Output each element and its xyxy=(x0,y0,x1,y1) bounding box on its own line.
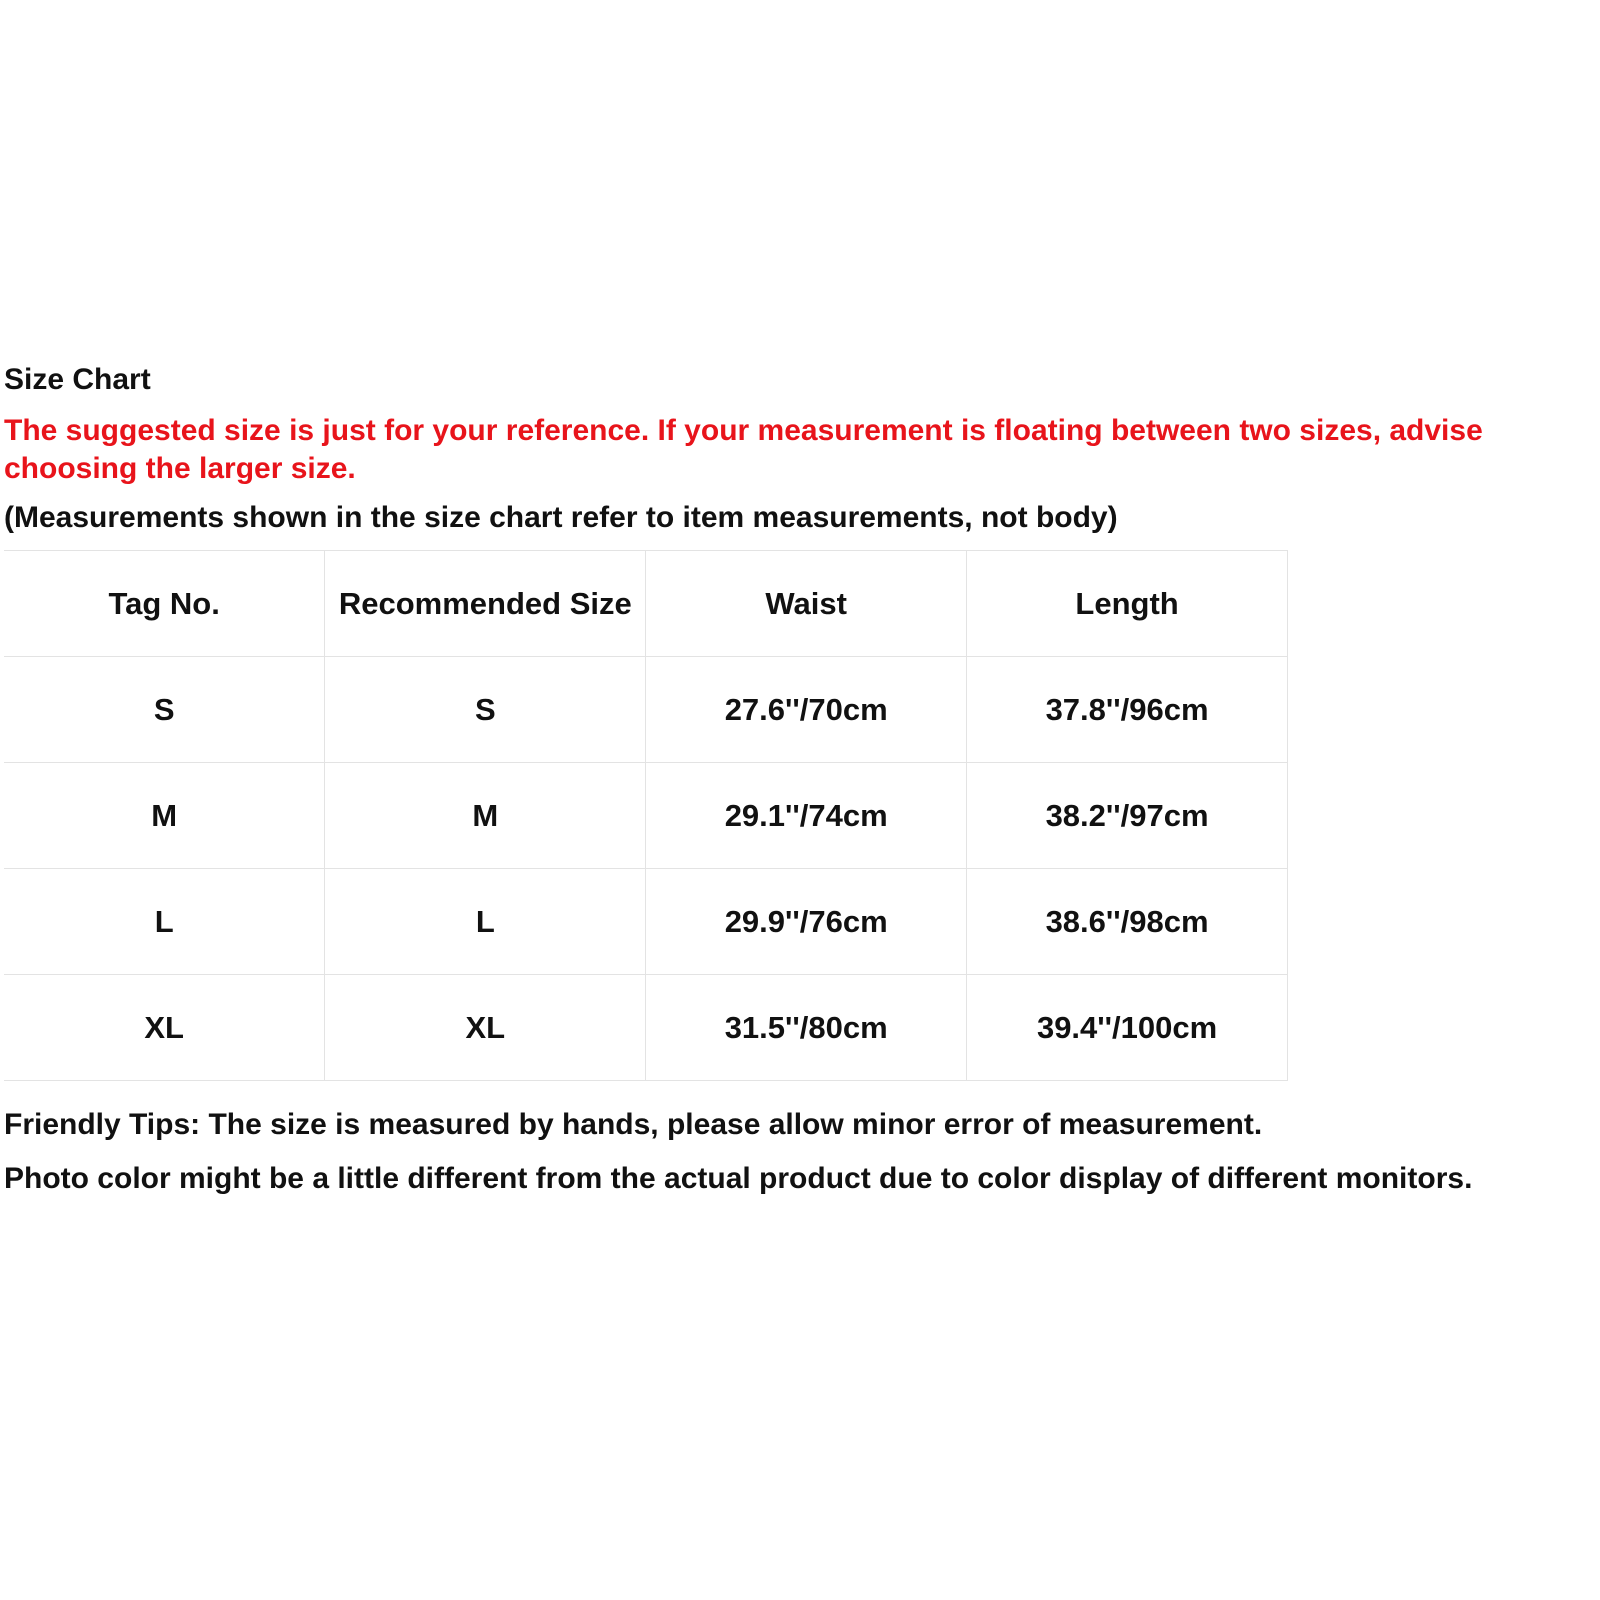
measurement-note: (Measurements shown in the size chart refer to item measurements, not body) xyxy=(4,501,1118,534)
cell-tag-no: S xyxy=(4,657,325,763)
cell-waist: 27.6''/70cm xyxy=(646,657,967,763)
table-row xyxy=(4,975,1288,1081)
header-length: Length xyxy=(967,551,1288,657)
cell-length: 39.4''/100cm xyxy=(967,975,1288,1081)
table-row xyxy=(4,763,1288,869)
cell-tag-no: M xyxy=(4,763,325,869)
cell-length: 38.2''/97cm xyxy=(967,763,1288,869)
size-table xyxy=(4,550,1288,1081)
size-notice: The suggested size is just for your reference. If your measurement is floating between two sizes, advise choosing the larger size. xyxy=(4,414,1483,485)
header-recommended-size: Recommended Size xyxy=(325,551,646,657)
cell-recommended-size: XL xyxy=(325,975,646,1081)
cell-recommended-size: L xyxy=(325,869,646,975)
photo-color-note: Photo color might be a little different from the actual product due to color display of different monitors. xyxy=(4,1162,1473,1195)
cell-waist: 31.5''/80cm xyxy=(646,975,967,1081)
header-waist: Waist xyxy=(646,551,967,657)
cell-waist: 29.1''/74cm xyxy=(646,763,967,869)
table-row xyxy=(4,869,1288,975)
page-title: Size Chart xyxy=(4,363,151,396)
cell-recommended-size: S xyxy=(325,657,646,763)
table-header-row xyxy=(4,551,1288,657)
friendly-tips: Friendly Tips: The size is measured by hands, please allow minor error of measurement. xyxy=(4,1108,1263,1141)
header-tag-no: Tag No. xyxy=(4,551,325,657)
table-row xyxy=(4,657,1288,763)
size-chart-document xyxy=(4,360,1594,1199)
cell-tag-no: L xyxy=(4,869,325,975)
cell-length: 38.6''/98cm xyxy=(967,869,1288,975)
cell-tag-no: XL xyxy=(4,975,325,1081)
cell-waist: 29.9''/76cm xyxy=(646,869,967,975)
cell-recommended-size: M xyxy=(325,763,646,869)
cell-length: 37.8''/96cm xyxy=(967,657,1288,763)
